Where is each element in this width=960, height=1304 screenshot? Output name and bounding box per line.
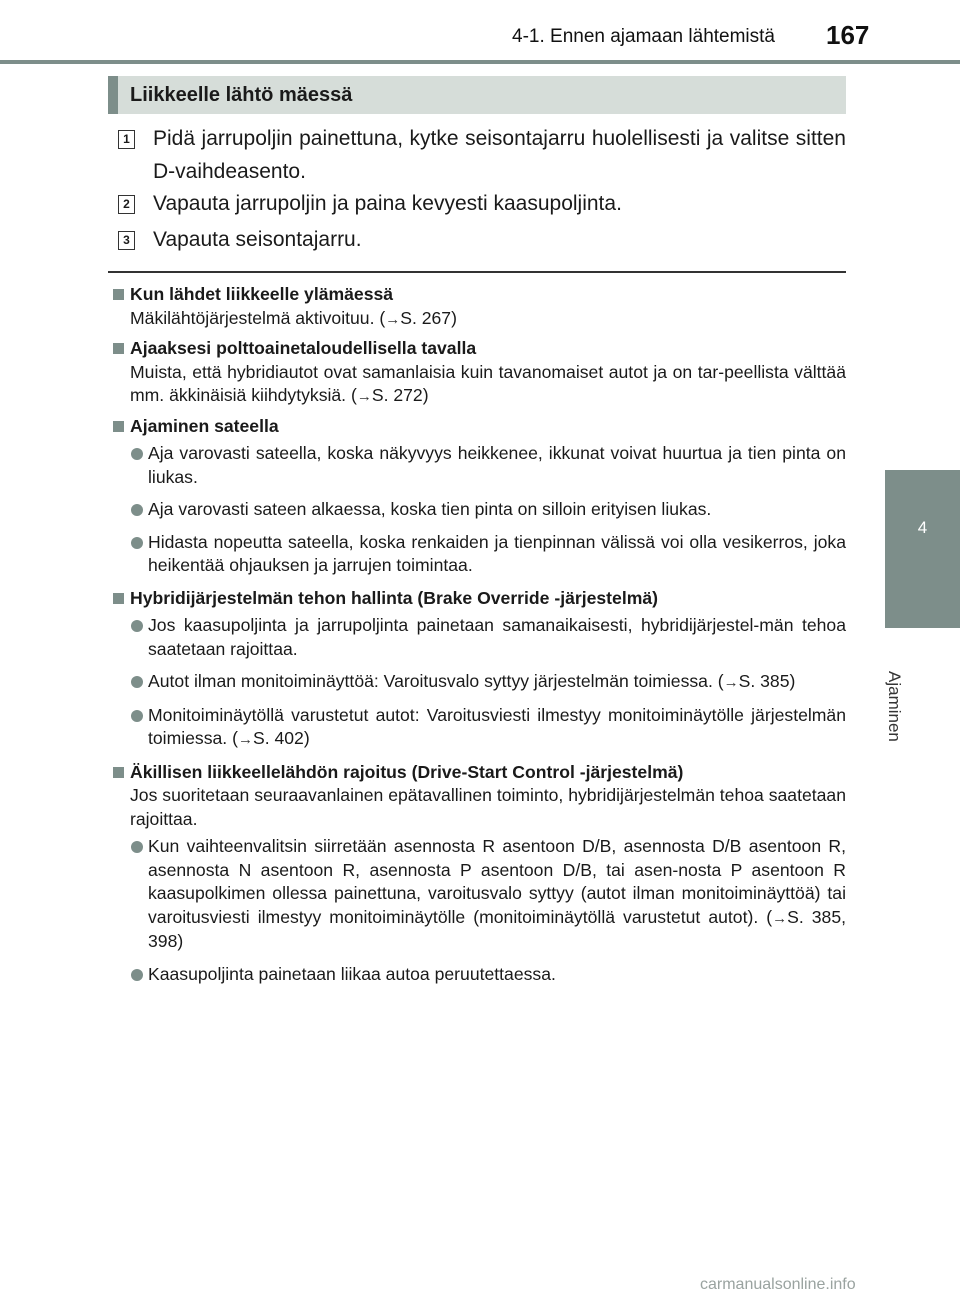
running-head: 4-1. Ennen ajamaan lähtemistä — [512, 26, 775, 47]
note-heading-text: Hybridijärjestelmän tehon hallinta (Brake Override -järjestelmä) — [130, 587, 658, 608]
round-bullet-icon — [131, 841, 143, 853]
step-text: Vapauta jarrupoljin ja paina kevyesti kaasupoljinta. — [153, 192, 622, 215]
list-item — [110, 704, 846, 752]
section-title-bar — [108, 76, 846, 114]
section-title: Liikkeelle lähtö mäessä — [130, 84, 353, 106]
note-body — [130, 307, 846, 332]
note-heading-text: Ajaaksesi polttoainetaloudellisella tavalla — [130, 338, 477, 358]
note-heading-text: Ajaminen sateella — [130, 415, 279, 436]
note-body — [130, 361, 846, 409]
list-item — [110, 442, 846, 489]
step-text: Vapauta seisontajarru. — [153, 228, 362, 251]
header-rule — [0, 60, 960, 64]
step-3 — [110, 223, 846, 256]
page-reference-link[interactable]: S. 272) — [371, 385, 429, 405]
list-item-text: Aja varovasti sateella, koska näkyvyys heikkenee, ikkunat voivat huurtua ja tien pinta on liukas. — [148, 443, 846, 487]
round-bullet-icon — [131, 969, 143, 981]
round-bullet-icon — [131, 504, 143, 516]
note-heading — [110, 415, 846, 439]
list-item-text: Autot ilman monitoiminäyttöä: Varoitusvalo syttyy järjestelmän toimiessa. ( — [148, 671, 724, 691]
page-number: 167 — [826, 20, 870, 50]
note-uphill — [110, 283, 846, 331]
note-brake-override — [110, 587, 846, 752]
note-economy — [110, 337, 846, 409]
round-bullet-icon — [131, 676, 143, 688]
list-item-text: Jos kaasupoljinta ja jarrupoljinta painetaan samanaikaisesti, hybridijärjestel-män tehoa saatetaan rajoittaa. — [148, 615, 846, 659]
note-rain — [110, 415, 846, 578]
section-divider — [108, 271, 846, 273]
notes — [110, 283, 846, 995]
step-number-badge: 1 — [118, 130, 135, 149]
arrow-right-icon: → — [237, 731, 253, 748]
note-drive-start-control — [110, 761, 846, 987]
round-bullet-icon — [131, 537, 143, 549]
square-bullet-icon — [113, 289, 124, 300]
list-item — [110, 531, 846, 578]
step-number-badge: 2 — [118, 195, 135, 214]
chapter-number: 4 — [917, 518, 928, 537]
note-heading — [110, 337, 846, 361]
list-item — [110, 498, 846, 522]
list-item — [110, 614, 846, 661]
step-number-badge: 3 — [118, 231, 135, 250]
note-body-text: Muista, että hybridiautot ovat samanlaisia kuin tavanomaiset autot ja on tar-peellista välttää mm. äkkinäisiä kiihdytyksiä. ( — [130, 361, 846, 405]
list-item — [110, 835, 846, 954]
arrow-right-icon: → — [385, 310, 401, 328]
note-body-text: Mäkilähtöjärjestelmä aktivoituu. ( — [130, 307, 386, 328]
square-bullet-icon — [113, 767, 124, 778]
note-heading — [110, 283, 846, 307]
arrow-right-icon: → — [723, 674, 739, 691]
bullet-list — [110, 835, 846, 986]
note-heading — [110, 761, 846, 785]
watermark: carmanualsonline.info — [700, 1276, 856, 1293]
square-bullet-icon — [113, 593, 124, 604]
arrow-right-icon: → — [772, 909, 788, 927]
step-1 — [110, 122, 846, 188]
list-item-text: Monitoiminäytöllä varustetut autot: Varoitusviesti ilmestyy monitoiminäytölle järjestelmän toimiessa. ( — [148, 704, 846, 748]
page-reference-link[interactable]: S. 402) — [252, 728, 310, 748]
step-text: Pidä jarrupoljin painettuna, kytke seisontajarru huolellisesti ja valitse sitten D-vaihdeasento. — [153, 127, 846, 183]
note-heading-text: Kun lähdet liikkeelle ylämäessä — [130, 284, 394, 304]
list-item-text: Aja varovasti sateen alkaessa, koska tien pinta on silloin erityisen liukas. — [148, 499, 712, 519]
page-reference-link[interactable]: S. 385) — [738, 671, 796, 691]
note-body: Jos suoritetaan seuraavanlainen epätavallinen toiminto, hybridijärjestelmän tehoa saatetaan rajoittaa. — [130, 785, 846, 829]
square-bullet-icon — [113, 343, 124, 354]
chapter-label — [885, 576, 960, 742]
square-bullet-icon — [113, 421, 124, 432]
note-heading — [110, 587, 846, 611]
section-accent — [108, 76, 118, 114]
chapter-label-text: Ajaminen — [885, 671, 904, 742]
list-item — [110, 963, 846, 987]
arrow-right-icon: → — [356, 388, 372, 405]
page-reference-link[interactable]: S. 385, 398) — [148, 906, 846, 951]
round-bullet-icon — [131, 448, 143, 460]
round-bullet-icon — [131, 620, 143, 632]
list-item-text: Kun vaihteenvalitsin siirretään asennosta R asentoon D/B, asennosta D/B asentoon R, asennosta N asentoon R, asennosta P asentoon D/B, tai asen-nosta P asentoon R kaasupolkimen ollessa painettuna, varoitusvalo syttyy (autot ilman monitoiminäyttöä) tai varoitusviesti ilmestyy monitoiminäytölle (monitoiminäytöllä varustetut autot). ( — [148, 836, 846, 927]
bullet-list — [110, 614, 846, 752]
list-item — [110, 670, 846, 695]
bullet-list — [110, 442, 846, 578]
list-item-text: Hidasta nopeutta sateella, koska renkaiden ja tienpinnan välissä voi olla vesikerros, joka heikentää ohjauksen ja jarrujen toimintaa. — [148, 531, 846, 575]
page-reference-link[interactable]: S. 267) — [400, 307, 457, 328]
list-item-text: Kaasupoljinta painetaan liikaa autoa peruutettaessa. — [148, 963, 556, 984]
round-bullet-icon — [131, 710, 143, 722]
note-heading-text: Äkillisen liikkeellelähdön rajoitus (Drive-Start Control -järjestelmä) — [130, 761, 684, 782]
step-2 — [110, 187, 846, 220]
